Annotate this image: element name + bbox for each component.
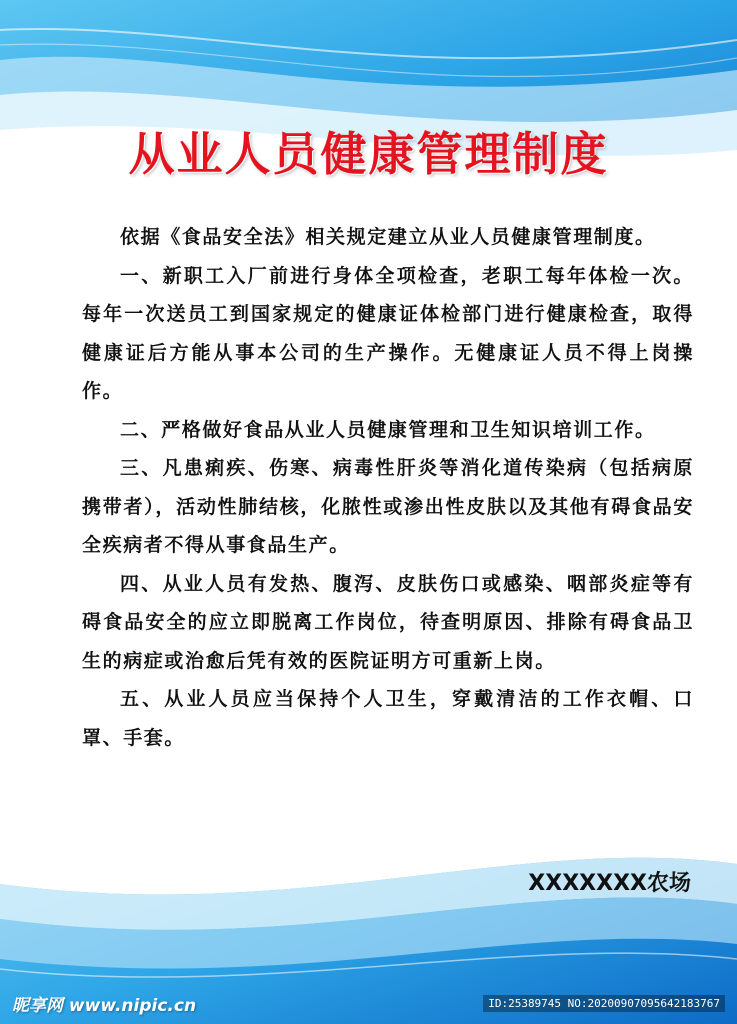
- intro-paragraph: 依据《食品安全法》相关规定建立从业人员健康管理制度。: [120, 226, 656, 248]
- rule-4-paragraph: 四、从业人员有发热、腹泻、皮肤伤口或感染、咽部炎症等有碍食品安全的应立即脱离工作岗位，待查明原因、排除有碍食品卫生的病症或治愈后凭有效的医院证明方可重新上岗。: [82, 572, 694, 672]
- watermark-id: ID:25389745 NO:20200907095642183767: [483, 995, 725, 1012]
- signature-farm-name: XXXXXXX农场: [528, 871, 691, 896]
- top-wave-background: [0, 0, 737, 220]
- bottom-wave-background: [0, 794, 737, 1024]
- regulation-body: [82, 218, 694, 757]
- rule-3-paragraph: 三、凡患痢疾、伤寒、病毒性肝炎等消化道传染病（包括病原携带者），活动性肺结核，化脓性或渗出性皮肤以及其他有碍食品安全疾病者不得从事食品生产。: [82, 457, 694, 556]
- watermark-logo: 昵享网 www.nipic.cn: [12, 996, 197, 1016]
- rule-5-paragraph: 五、从业人员应当保持个人卫生，穿戴清洁的工作衣帽、口罩、手套。: [82, 688, 694, 749]
- page-title: 从业人员健康管理制度: [128, 127, 609, 181]
- rule-2-paragraph: 二、严格做好食品从业人员健康管理和卫生知识培训工作。: [120, 418, 656, 441]
- rule-1-paragraph: 一、新职工入厂前进行身体全项检查，老职工每年体检一次。每年一次送员工到国家规定的健康证体检部门进行健康检查，取得健康证后方能从事本公司的生产操作。无健康证人员不得上岗操作。: [82, 264, 694, 402]
